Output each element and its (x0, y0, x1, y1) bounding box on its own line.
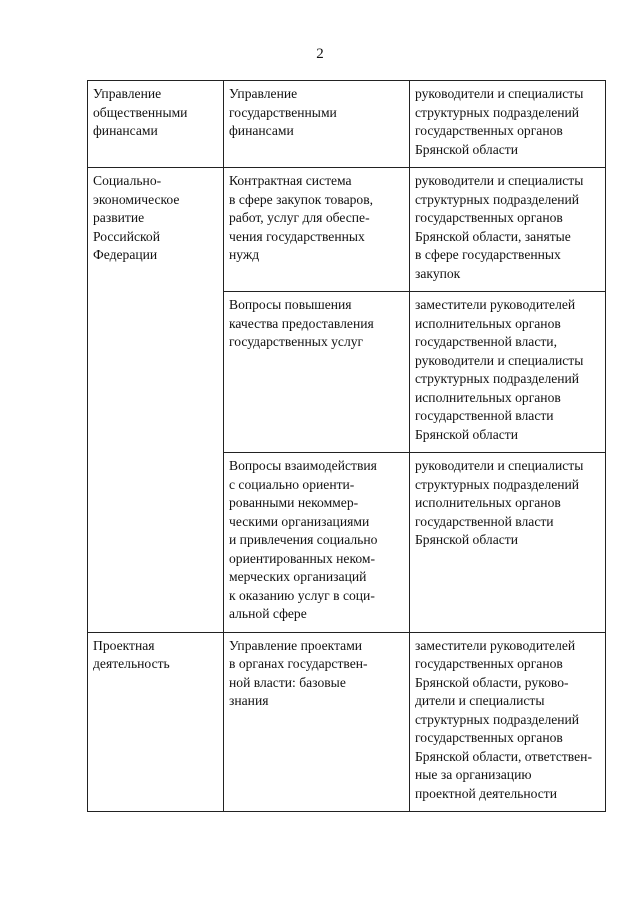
text-line: в органах государствен- (229, 656, 368, 671)
text-line: Вопросы повышения (229, 297, 352, 312)
text-line: Брянской области (415, 141, 518, 157)
text-line: Вопросы взаимодействия (229, 458, 377, 473)
text-line: государственных органов (415, 730, 563, 745)
text-line: ной власти: базовые (229, 674, 346, 690)
text-line: Брянской области, руково- (415, 674, 569, 690)
section-cell (88, 81, 224, 168)
text-line: государственных органов (415, 656, 563, 671)
text-line: Контрактная система (229, 173, 352, 188)
text-line: исполнительных органов (415, 389, 561, 405)
text-line: государственных органов (415, 123, 563, 138)
text-line: нужд (229, 247, 260, 262)
text-line: государственных услуг (229, 334, 364, 349)
text-line: государственных органов (415, 210, 563, 225)
text-line: руководители и специалисты (415, 458, 584, 473)
table-row (88, 632, 606, 812)
text-line: в сфере закупок товаров, (229, 191, 374, 207)
text-line: государственной власти (415, 408, 554, 423)
text-line: ческими организациями (229, 513, 370, 529)
text-line: Брянской области (415, 426, 518, 442)
program-cell (224, 81, 410, 168)
text-line: Проектная (93, 637, 155, 653)
text-line: качества предоставления (229, 315, 374, 331)
text-line: финансами (93, 123, 158, 138)
text-line: государственной власти, (415, 334, 557, 349)
text-line: рованными некоммер- (229, 495, 359, 510)
text-line: альной сфере (229, 606, 307, 621)
text-line: развитие (93, 210, 145, 225)
text-line: структурных подразделений (415, 371, 580, 386)
text-line: закупок (415, 265, 461, 281)
text-line: Управление проектами (229, 637, 363, 653)
text-line: работ, услуг для обеспе- (229, 210, 370, 225)
text-line: структурных подразделений (415, 476, 580, 492)
text-line: исполнительных органов (415, 495, 561, 510)
text-line: руководители и специалисты (415, 173, 584, 188)
text-line: ные за организацию (415, 767, 532, 782)
section-cell (88, 168, 224, 633)
text-line: к оказанию услуг в соци- (229, 587, 375, 603)
text-line: ориентированных неком- (229, 550, 376, 566)
text-line: знания (229, 693, 269, 708)
text-line: государственной власти (415, 513, 554, 529)
text-line: руководители и специалисты (415, 352, 584, 368)
text-line: руководители и специалисты (415, 86, 584, 101)
program-cell (224, 632, 410, 812)
section-cell (88, 632, 224, 812)
text-line: мерческих организаций (229, 569, 367, 584)
text-line: экономическое (93, 191, 180, 207)
training-programs-table (87, 80, 606, 812)
text-line: Управление (93, 86, 162, 101)
audience-cell (410, 81, 606, 168)
text-line: заместители руководителей (415, 637, 576, 653)
text-line: Брянской области (415, 532, 518, 547)
table-row (88, 81, 606, 168)
text-line: Брянской области, ответствен- (415, 748, 592, 764)
text-line: Социально- (93, 173, 162, 188)
audience-cell (410, 632, 606, 812)
text-line: в сфере государственных (415, 247, 561, 262)
text-line: Брянской области, занятые (415, 228, 571, 244)
program-cell (224, 168, 410, 292)
text-line: исполнительных органов (415, 315, 561, 331)
table-row (88, 168, 606, 292)
text-line: дители и специалисты (415, 693, 545, 708)
text-line: и привлечения социально (229, 532, 378, 547)
text-line: заместители руководителей (415, 297, 576, 312)
text-line: с социально ориенти- (229, 476, 355, 492)
text-line: структурных подразделений (415, 191, 580, 207)
text-line: проектной деятельности (415, 785, 557, 801)
program-cell (224, 292, 410, 453)
text-line: финансами (229, 123, 294, 138)
text-line: структурных подразделений (415, 711, 580, 727)
page-number: 2 (316, 46, 324, 62)
text-line: Управление (229, 86, 298, 101)
text-line: Российской (93, 228, 160, 244)
text-line: деятельность (93, 656, 170, 671)
text-line: Федерации (93, 247, 158, 262)
audience-cell (410, 292, 606, 453)
text-line: чения государственных (229, 228, 365, 244)
program-cell (224, 453, 410, 633)
text-line: общественными (93, 104, 188, 120)
audience-cell (410, 453, 606, 633)
text-line: государственными (229, 104, 337, 120)
text-line: структурных подразделений (415, 104, 580, 120)
audience-cell (410, 168, 606, 292)
